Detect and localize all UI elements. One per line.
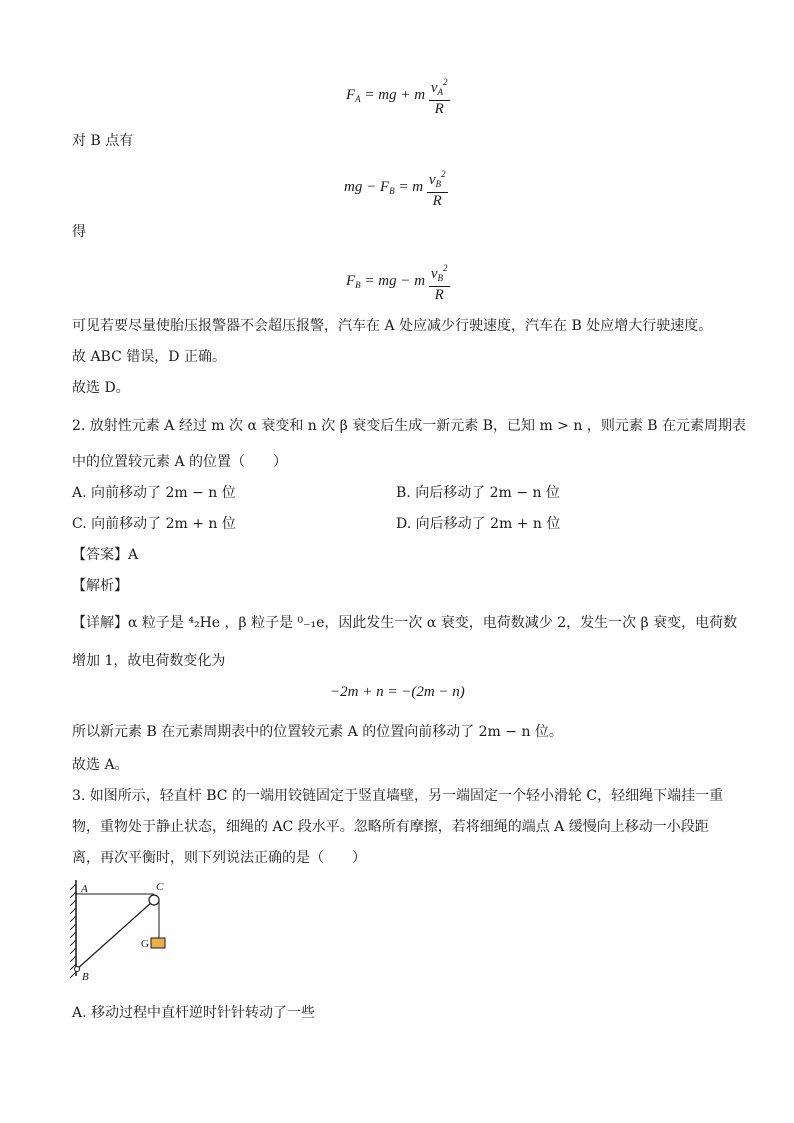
abc-wrong: 故 ABC 错误，D 正确。 [72,349,226,365]
equation-mg-fb: mg − $F_B = m$ $\frac{v_B^2}{R}$ [344,166,448,209]
rod-bc [77,902,152,969]
detail-text: α 粒子是 ⁴₂He ，β 粒子是 ⁰₋₁e，因此发生一次 α 衰变，电荷数减少 2，发生一次 β 衰变，电荷数 [128,615,738,631]
q2-result: 所以新元素 B 在元素周期表中的位置较元素 A 的位置向前移动了 2m − n 位。 [72,724,563,740]
q2-option-c: C. 向前移动了 2m + n 位 [72,516,236,532]
text-de: 得 [72,224,86,240]
q2-stem-line1: 2. 放射性元素 A 经过 m 次 α 衰变和 n 次 β 衰变后生成一新元素 B，已知 m > n ，则元素 B 在元素周期表 [72,418,747,434]
q3-option-a: A. 移动过程中直杆逆时针针转动了一些 [72,1005,316,1021]
hinge-b [75,967,80,972]
text-b-point: 对 B 点有 [72,133,134,149]
equation-fb: $F_B$ = mg − m $\frac{v_B^2}{R}$ [346,260,450,303]
q2-option-a: A. 向前移动了 2m − n 位 [72,485,236,501]
label-g: G [141,938,149,950]
label-a: A [81,883,88,895]
conclusion: 可见若要尽量使胎压报警器不会超压报警，汽车在 A 处应减少行驶速度，汽车在 B 处应增大行驶速度。 [72,318,713,334]
q3-stem-line3: 离，再次平衡时，则下列说法正确的是（ ） [72,850,366,866]
equation-fa: $F_A$ = mg + m $\frac{v_A^2}{R}$ [346,74,450,117]
fraction: $\frac{v_A^2}{R}$ [429,74,450,117]
label-b: B [82,971,89,983]
answer-label: 【答案】 [72,547,128,563]
label-c: C [156,881,164,893]
pulley-c [149,895,159,905]
weight-g [151,938,165,948]
fraction: $\frac{v_B^2}{R}$ [429,260,450,303]
wall-hatch [70,884,76,978]
q2-choose: 故选 A。 [72,757,129,773]
q3-stem-line1: 3. 如图所示，轻直杆 BC 的一端用铰链固定于竖直墙壁，另一端固定一个轻小滑轮 C，轻细绳下端挂一重 [72,788,724,804]
q2-analysis-label: 【解析】 [72,578,128,594]
q2-detail-line1 [72,613,737,633]
choose-d: 故选 D。 [72,380,130,396]
q2-option-b: B. 向后移动了 2m − n 位 [396,485,560,501]
detail-label: 【详解】 [72,615,128,631]
answer-value: A [128,547,139,563]
q2-option-d: D. 向后移动了 2m + n 位 [396,516,561,532]
q2-detail-line2: 增加 1，故电荷数变化为 [72,653,226,669]
q3-figure [66,876,186,986]
q2-equation: −2m + n = −(2m − n) [330,684,465,700]
q3-stem-line2: 物，重物处于静止状态，细绳的 AC 段水平。忽略所有摩擦，若将细绳的端点 A 缓慢向上移动一小段距 [72,819,709,835]
q2-answer [72,545,138,565]
q2-stem-line2: 中的位置较元素 A 的位置（ ） [72,454,288,470]
fraction: $\frac{v_B^2}{R}$ [427,166,448,209]
